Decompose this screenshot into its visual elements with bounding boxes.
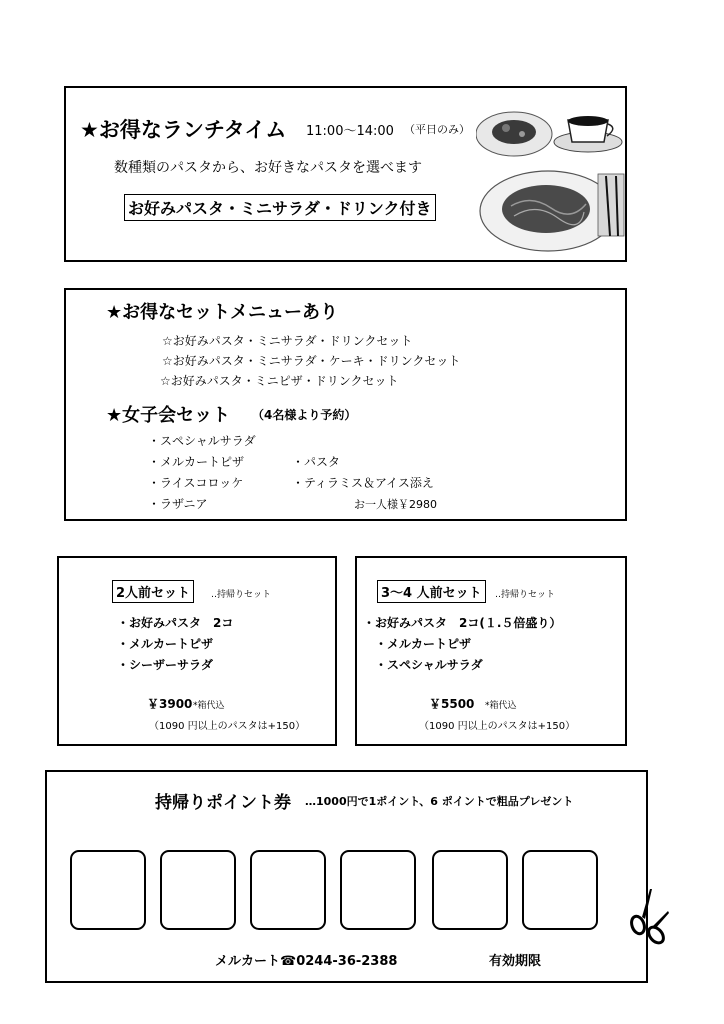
lunch-description: 数種類のパスタから、お好きなパスタを選べます xyxy=(114,160,422,176)
takeout-2-item: ・お好みパスタ 2コ xyxy=(117,616,234,630)
stamp-box xyxy=(432,850,508,930)
takeout-34-item: ・スペシャルサラダ xyxy=(375,658,483,672)
takeout-2-footnote: （1090 円以上のパスタは+150） xyxy=(149,721,306,732)
point-card-title: 持帰りポイント券 xyxy=(155,793,291,813)
takeout-2-item: ・シーザーサラダ xyxy=(117,658,213,672)
takeout-34-item: ・お好みパスタ 2コ(１.５倍盛り） xyxy=(363,616,562,630)
food-photo xyxy=(476,106,626,256)
girls-item: ・ティラミス＆アイス添え xyxy=(292,476,434,490)
lunch-title: ★お得なランチタイム xyxy=(80,118,287,142)
pasta xyxy=(502,185,590,233)
point-card-expiry: 有効期限 xyxy=(489,954,542,969)
stamp-box xyxy=(340,850,416,930)
stamp-box xyxy=(522,850,598,930)
point-card-description: …1000円で1ポイント、6 ポイントで粗品プレゼント xyxy=(305,795,574,808)
girls-set-note: （4名様より予約） xyxy=(252,408,357,422)
girls-item: ・メルカートピザ xyxy=(148,455,245,469)
takeout-34-price: ￥5500 xyxy=(429,697,475,711)
salad xyxy=(492,120,536,144)
point-card-phone: メルカート☎0244-36-2388 xyxy=(215,954,398,969)
set-item: ☆お好みパスタ・ミニサラダ・ドリンクセット xyxy=(162,334,413,348)
stamp-box xyxy=(160,850,236,930)
takeout-2-price: ￥3900 xyxy=(147,697,193,711)
takeout-2-item: ・メルカートピザ xyxy=(117,637,214,651)
lunch-weekday-note: （平日のみ） xyxy=(404,123,470,136)
takeout-34-title: 3～4 人前セット xyxy=(377,580,486,603)
takeout-2-box xyxy=(57,556,337,746)
lunch-hours: 11:00～14:00 xyxy=(306,124,394,139)
takeout-34-tag: ‥持帰りセット xyxy=(495,590,556,600)
napkin xyxy=(598,174,624,236)
girls-item: ・パスタ xyxy=(292,455,341,469)
girls-item: ・スペシャルサラダ xyxy=(148,434,256,448)
girls-item: ・ライスコロッケ xyxy=(148,476,244,490)
set-item: ☆お好みパスタ・ミニサラダ・ケーキ・ドリンクセット xyxy=(162,354,461,368)
takeout-2-price-note: *箱代込 xyxy=(193,701,225,711)
stamp-box xyxy=(70,850,146,930)
lunch-includes: お好みパスタ・ミニサラダ・ドリンク付き xyxy=(124,194,436,221)
set-menu-title: ★お得なセットメニューあり xyxy=(106,302,338,323)
set-menu-box xyxy=(64,288,627,521)
takeout-34-item: ・メルカートピザ xyxy=(375,637,472,651)
girls-set-title: ★女子会セット xyxy=(106,405,231,426)
takeout-34-price-note: *箱代込 xyxy=(485,701,517,711)
takeout-34-footnote: （1090 円以上のパスタは+150） xyxy=(419,721,576,732)
stamp-box xyxy=(250,850,326,930)
takeout-34-box xyxy=(355,556,627,746)
takeout-2-tag: ‥持帰りセット xyxy=(211,590,272,600)
set-item: ☆お好みパスタ・ミニピザ・ドリンクセット xyxy=(160,374,399,388)
girls-price: お一人様￥2980 xyxy=(354,498,437,511)
takeout-2-title: 2人前セット xyxy=(112,580,194,603)
girls-item: ・ラザニア xyxy=(148,497,208,511)
scissors-icon xyxy=(628,885,670,947)
lunch-box xyxy=(64,86,627,262)
